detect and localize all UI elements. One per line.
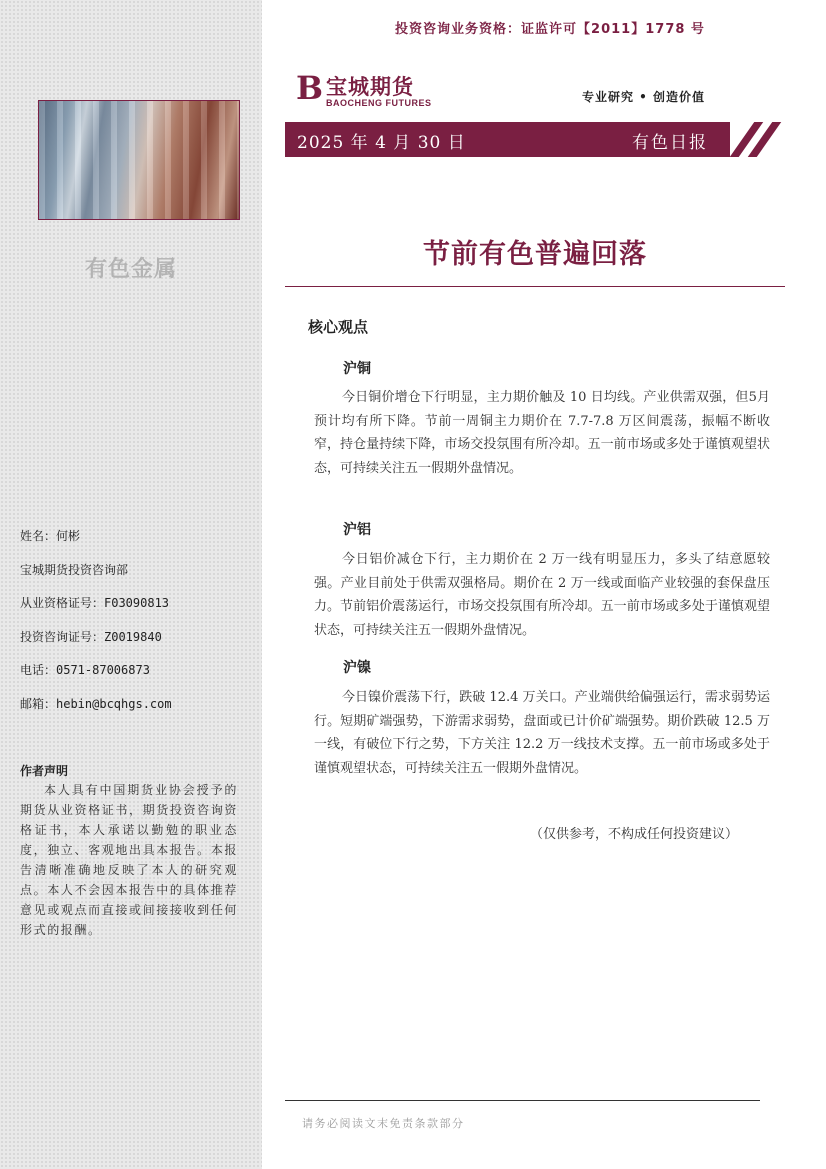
author-phone: 电话：0571-87006873	[20, 663, 150, 677]
author-qualification: 从业资格证号：F03090813	[20, 596, 170, 610]
date-bar	[285, 122, 730, 157]
sidebar-category: 有色金属	[84, 257, 177, 282]
core-heading: 核心观点	[308, 318, 369, 336]
disclaimer: （仅供参考，不构成任何投资建议）	[530, 827, 739, 842]
author-email: 邮箱：hebin@bcqhgs.com	[20, 696, 172, 711]
footer-divider	[285, 1100, 760, 1101]
author-name: 姓名：何彬	[20, 529, 81, 543]
report-type: 有色日报	[632, 133, 708, 153]
logo-cn: 宝城期货	[326, 74, 414, 99]
cover-photo	[38, 100, 240, 220]
declaration-text: 本人具有中国期货业协会授予的期货从业资格证书，期货投资咨询资格证书，本人承诺以勤勉的职业态度，独立、客观地出具本报告。本报告清晰准确地反映了本人的研究观点。本人不会因本报告中的具体推荐意见或观点而直接或间接接收到任何形式的报酬。	[20, 783, 238, 937]
sidebar	[0, 0, 262, 1169]
author-info	[20, 526, 250, 727]
logo-en: BAOCHENG FUTURES	[326, 98, 432, 108]
section-text-nickel: 今日镍价震荡下行，跌破 12.4 万关口。产业端供给偏强运行，需求弱势运行。短期矿端强势，下游需求弱势，盘面或已计价矿端强势。期价跌破 12.5 万一线，有破位下行之势，下方关注 12.2 万一线技术支撑。五一前市场或多处于谨慎观望状态，可持续关注五一假期外盘情况。	[314, 690, 770, 776]
section-heading-copper: 沪铜	[343, 361, 371, 377]
report-date: 2025 年 4 月 30 日	[297, 133, 466, 153]
logo-mark-icon: B	[296, 69, 324, 107]
footer-text: 请务必阅读文末免责条款部分	[302, 1117, 465, 1130]
author-department: 宝城期货投资咨询部	[20, 562, 129, 577]
author-consulting-license: 投资咨询证号：Z0019840	[20, 629, 162, 644]
title-divider	[285, 286, 785, 287]
page-title: 节前有色普遍回落	[423, 239, 647, 270]
section-text-aluminum: 今日铝价减仓下行，主力期价在 2 万一线有明显压力，多头了结意愿较强。产业目前处于供需双强格局。期价在 2 万一线或面临产业较强的套保盘压力。节前铝价震荡运行，市场交投氛围有所冷却。五一前市场或多处于谨慎观望状态，可持续关注五一假期外盘情况。	[314, 552, 770, 638]
section-heading-aluminum: 沪铝	[343, 522, 371, 538]
slogan: 专业研究 • 创造价值	[582, 90, 706, 104]
section-text-copper: 今日铜价增仓下行明显，主力期价触及 10 日均线。产业供需双强，但5月预计均有所下降。节前一周铜主力期价在 7.7-7.8 万区间震荡，振幅不断收窄，持仓量持续下降，市场交投氛围有所冷却。五一前市场或多处于谨慎观望状态，可持续关注五一假期外盘情况。	[314, 390, 770, 476]
section-heading-nickel: 沪镍	[343, 660, 371, 676]
license-text: 投资咨询业务资格：证监许可【2011】1778 号	[395, 22, 705, 37]
company-logo	[296, 70, 456, 114]
declaration-title: 作者声明	[20, 764, 69, 778]
